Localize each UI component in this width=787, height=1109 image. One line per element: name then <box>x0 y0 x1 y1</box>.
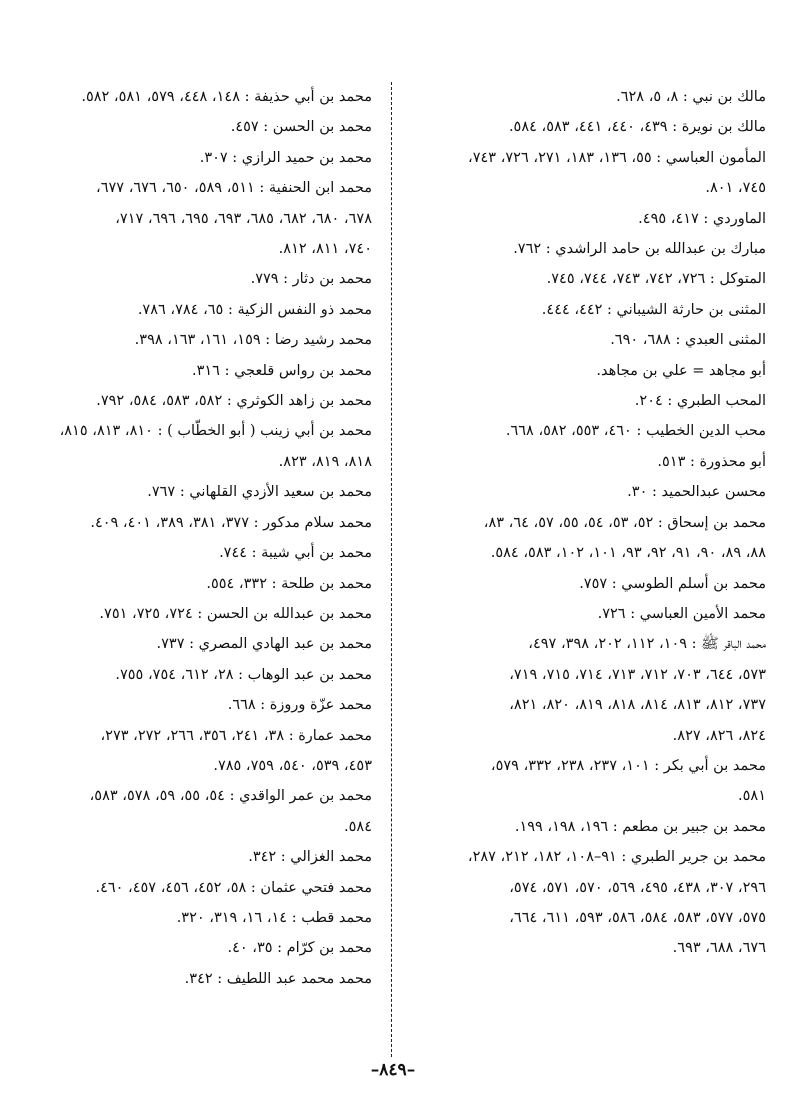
index-entry: محمد بن جبير بن مطعم : ١٩٦، ١٩٨، ١٩٩. <box>514 818 766 835</box>
index-entry: محمد رشيد رضا : ١٥٩، ١٦١، ١٦٣، ٣٩٨. <box>134 332 372 349</box>
index-entry: محمد قطب : ١٤، ١٦، ٣١٩، ٣٢٠. <box>176 909 372 926</box>
index-entry: أبو محذورة : ٥١٣. <box>657 453 766 470</box>
index-entry: محمد بن دثار : ٧٧٩. <box>250 271 372 288</box>
index-entry: ٨١٨، ٨١٩، ٨٢٣. <box>278 453 372 470</box>
index-entry: ٥٨٤. <box>344 818 372 835</box>
index-entry: محمد بن حميد الرازي : ٣٠٧. <box>199 149 372 166</box>
index-entry: محمد الأمين العباسي : ٧٢٦. <box>597 605 766 622</box>
index-entry: محمد بن جرير الطبري : ٩١–١٠٨، ١٨٢، ٢١٢، ٢٨٧، <box>467 849 766 866</box>
index-entry: المحب الطبري : ٢٠٤. <box>634 393 766 410</box>
index-column-right <box>410 82 766 964</box>
index-entry: مالك بن نويرة : ٤٣٩، ٤٤٠، ٤٤١، ٥٨٣، ٥٨٤. <box>508 119 766 136</box>
index-entry: محمد بن عبدالله بن الحسن : ٧٢٤، ٧٢٥، ٧٥١. <box>99 605 372 622</box>
index-entry: أبو مجاهد = علي بن مجاهد. <box>596 362 766 379</box>
index-entry: محمد بن كرّام : ٣٥، ٤٠. <box>227 940 372 957</box>
index-entry: محمد بن طلحة : ٣٣٢، ٥٥٤. <box>206 575 372 592</box>
column-divider <box>391 82 392 1057</box>
index-entry: ٧٤٥، ٨٠١. <box>705 180 766 197</box>
index-entry: محمد بن عبد الوهاب : ٢٨، ٦١٢، ٧٥٤، ٧٥٥. <box>115 666 372 683</box>
index-entry: محب الدين الخطيب : ٤٦٠، ٥٥٣، ٥٨٢، ٦٦٨. <box>505 423 766 440</box>
index-entry: محمد ابن الحنفية : ٥١١، ٥٨٩، ٦٥٠، ٦٧٦، ٦٧٧، <box>96 180 372 197</box>
index-entry: محمد بن أبي زينب ( أبو الخطّاب ) : ٨١٠، ٨١٣، ٨١٥، <box>59 423 372 440</box>
index-entry: ٧٣٧، ٨١٢، ٨١٣، ٨١٤، ٨١٨، ٨١٩، ٨٢٠، ٨٢١، <box>509 697 766 714</box>
index-entry: ٤٥٣، ٥٣٩، ٥٤٠، ٧٥٩، ٧٨٥. <box>213 757 372 774</box>
index-entry: محمد محمد عبد اللطيف : ٣٤٢. <box>184 970 372 987</box>
index-entry: مالك بن نبي : ٨، ٥، ٦٢٨. <box>616 89 766 105</box>
index-entry: ٨٨، ٨٩، ٩٠، ٩١، ٩٢، ٩٣، ١٠١، ١٠٢، ٥٨٣، ٥٨٤. <box>490 545 766 562</box>
index-entry: ٨٢٤، ٨٢٦، ٨٢٧. <box>672 727 766 744</box>
index-entry: المثنى بن حارثة الشيباني : ٤٤٢، ٤٤٤. <box>541 301 766 318</box>
index-entry: محمد بن الحسن : ٤٥٧. <box>230 119 372 136</box>
index-entry: ٥٨١. <box>738 788 766 805</box>
page-number: –٨٤٩– <box>370 1060 416 1080</box>
index-entry: المتوكل : ٧٢٦، ٧٤٢، ٧٤٣، ٧٤٤، ٧٤٥. <box>546 271 766 288</box>
index-entry: ٧٤٠، ٨١١، ٨١٢. <box>278 241 372 258</box>
index-entry: ٥٧٥، ٥٧٧، ٥٨٣، ٥٨٤، ٥٨٦، ٥٩٣، ٦١١، ٦٦٤، <box>509 909 766 926</box>
index-entry: محمد عزّة وروزة : ٦٦٨. <box>227 697 372 714</box>
index-entry: محمد فتحي عثمان : ٥٨، ٤٥٢، ٤٥٦، ٤٥٧، ٤٦٠. <box>95 879 372 896</box>
index-entry: محمد سلام مدكور : ٣٧٧، ٣٨١، ٣٨٩، ٤٠١، ٤٠٩. <box>90 514 372 531</box>
index-entry: محمد بن أسلم الطوسي : ٧٥٧. <box>579 575 766 592</box>
index-entry: محمد بن عمر الواقدي : ٥٤، ٥٥، ٥٩، ٥٧٨، ٥٨٣، <box>89 788 372 805</box>
index-entry: محمد بن أبي حذيفة : ١٤٨، ٤٤٨، ٥٧٩، ٥٨١، ٥٨٢. <box>81 89 372 105</box>
index-entry: ٦٧٨، ٦٨٠، ٦٨٢، ٦٨٥، ٦٩٣، ٦٩٥، ٦٩٦، ٧١٧، <box>115 210 372 227</box>
index-entry: الماوردي : ٤١٧، ٤٩٥. <box>638 210 766 227</box>
index-entry: محمد الباقر ﷺ : ١٠٩، ١١٢، ٢٠٢، ٣٩٨، ٤٩٧، <box>528 636 766 653</box>
index-entry: محمد بن زاهد الكوثري : ٥٨٢، ٥٨٣، ٥٨٤، ٧٩٢. <box>96 393 372 410</box>
index-entry: محمد بن عبد الهادي المصري : ٧٣٧. <box>156 636 372 653</box>
index-entry: محمد عمارة : ٣٨، ٢٤١، ٣٥٦، ٢٦٦، ٢٧٢، ٢٧٣، <box>100 727 372 744</box>
index-entry: محمد بن أبي شيبة : ٧٤٤. <box>219 545 372 562</box>
index-entry: المثنى العبدي : ٦٨٨، ٦٩٠. <box>610 332 766 349</box>
index-column-left <box>24 82 372 994</box>
index-entry: محمد الغزالي : ٣٤٢. <box>248 849 372 866</box>
index-entry: محمد بن رواس قلعجي : ٣١٦. <box>191 362 372 379</box>
index-entry: ٥٧٣، ٦٤٤، ٧٠٣، ٧١٢، ٧١٣، ٧١٤، ٧١٥، ٧١٩، <box>509 666 766 683</box>
index-entry: ٢٩٦، ٣٠٧، ٤٣٨، ٤٩٥، ٥٦٩، ٥٧٠، ٥٧١، ٥٧٤، <box>509 879 766 896</box>
index-entry: محمد بن إسحاق : ٥٢، ٥٣، ٥٤، ٥٥، ٥٧، ٦٤، ٨٣، <box>483 514 766 531</box>
index-entry: مبارك بن عبدالله بن حامد الراشدي : ٧٦٢. <box>513 241 766 258</box>
index-entry: محمد ذو النفس الزكية : ٦٥، ٧٨٤، ٧٨٦. <box>137 301 372 318</box>
index-entry: ٦٧٦، ٦٨٨، ٦٩٣. <box>672 940 766 957</box>
index-entry: محمد بن أبي بكر : ١٠١، ٢٣٧، ٢٣٨، ٣٣٢، ٥٧٩، <box>490 757 766 774</box>
index-entry: محمد بن سعيد الأزدي القلهاني : ٧٦٧. <box>147 484 372 501</box>
index-entry: محسن عبدالحميد : ٣٠. <box>627 484 766 501</box>
index-entry: المأمون العباسي : ٥٥، ١٣٦، ١٨٣، ٢٧١، ٧٢٦، ٧٤٣، <box>468 149 766 166</box>
